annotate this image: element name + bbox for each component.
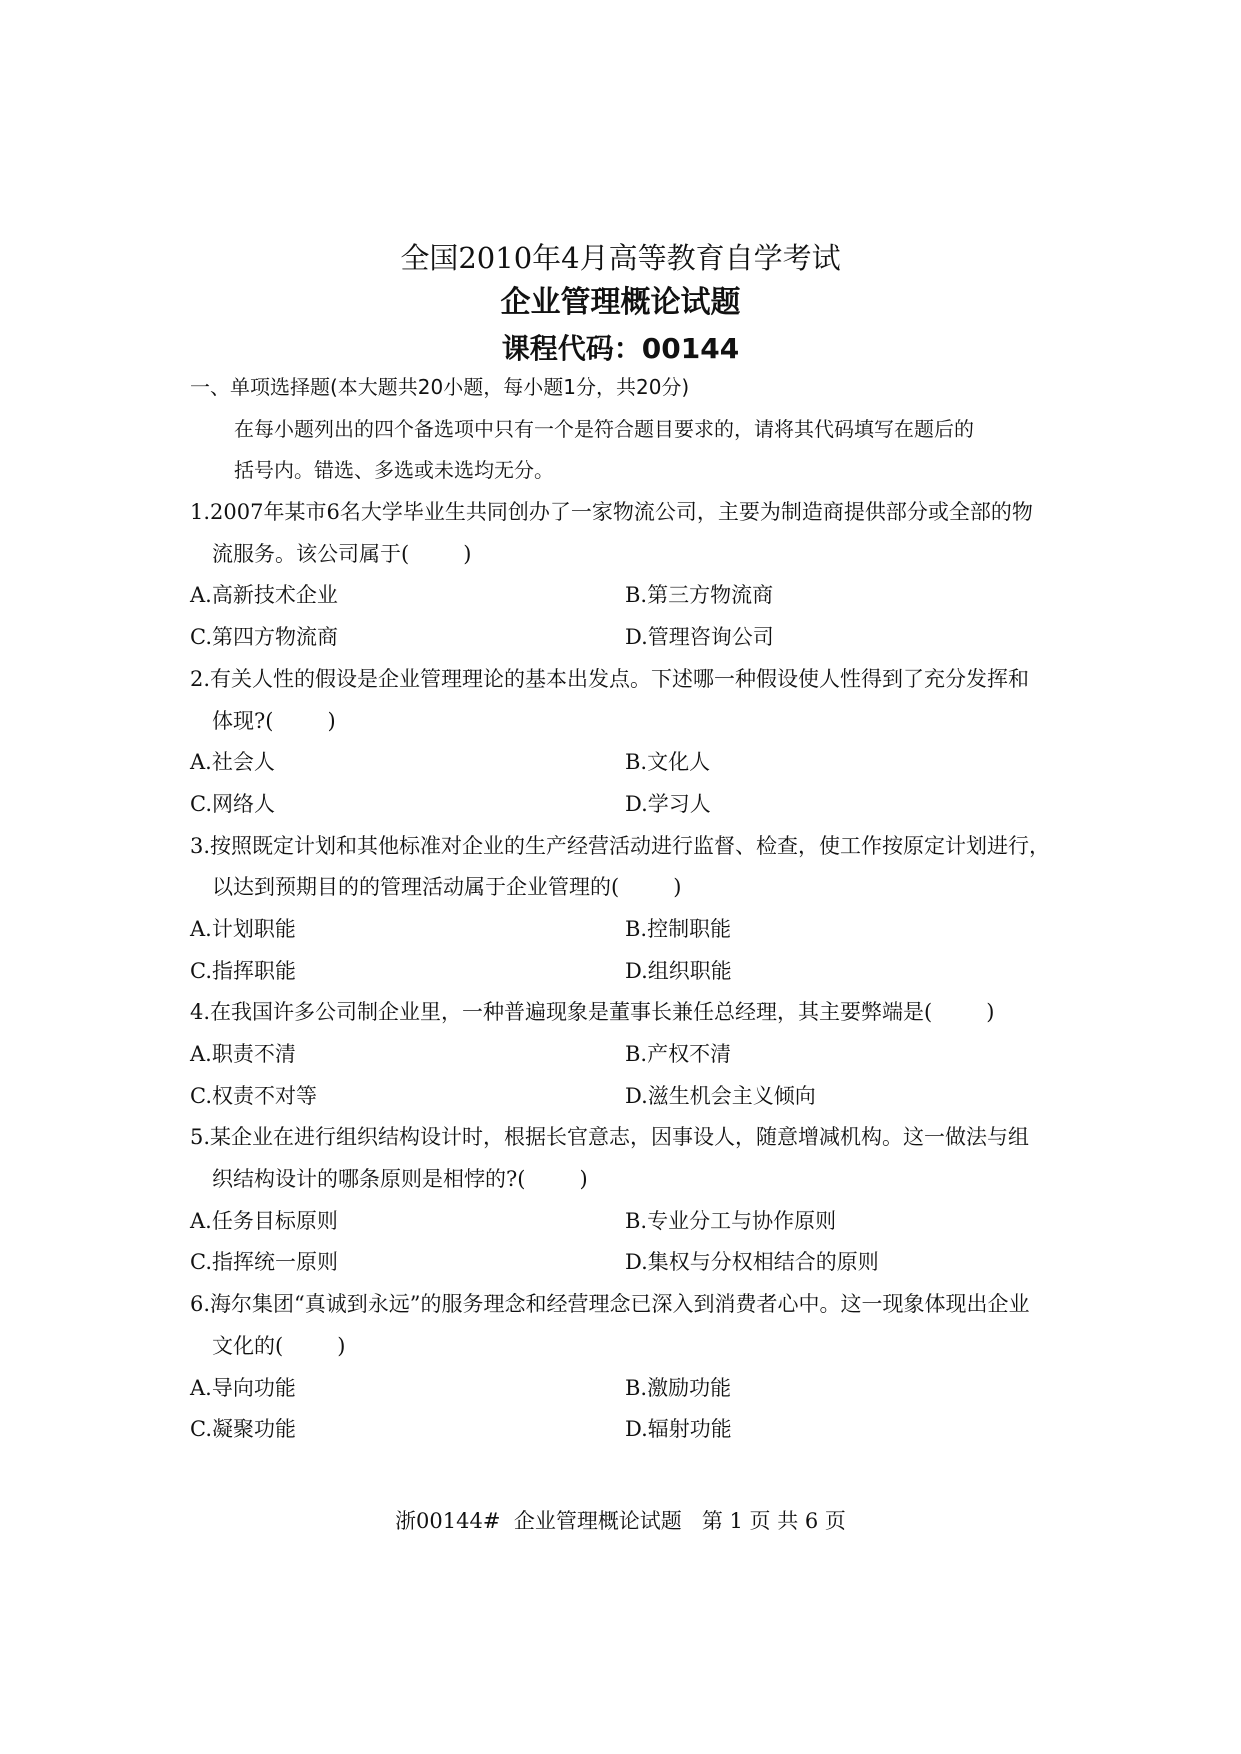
option-c: C.第四方物流商: [190, 625, 338, 650]
option-b: B.产权不清: [625, 1042, 732, 1066]
option-d: D.管理咨询公司: [625, 625, 774, 650]
question-1-options-row1: [190, 575, 1060, 617]
option-a: A.导向功能: [190, 1375, 296, 1400]
blank-close-paren: ): [673, 875, 682, 900]
option-a: A.计划职能: [190, 916, 296, 941]
option-a: A.高新技术企业: [190, 583, 338, 608]
blank-close-paren: ): [463, 541, 472, 566]
section-instruction-line1: 在每小题列出的四个备选项中只有一个是符合题目要求的，请将其代码填写在题后的: [234, 416, 974, 441]
course-code: 课程代码：00144: [501, 332, 740, 365]
option-b: B.文化人: [625, 750, 711, 775]
option-d: D.辐射功能: [625, 1417, 732, 1442]
question-3-stem-text: 以达到预期目的的管理活动属于企业管理的(: [212, 875, 620, 900]
option-a: A.社会人: [190, 750, 275, 775]
option-d: D.学习人: [625, 791, 711, 816]
question-3-stem-line1: 3.按照既定计划和其他标准对企业的生产经营活动进行监督、检查，使工作按原定计划进行，: [190, 833, 1051, 858]
question-4-stem-line1: [190, 992, 1060, 1034]
question-2-stem-line1: 2.有关人性的假设是企业管理理论的基本出发点。下述哪一种假设使人性得到了充分发挥和: [190, 666, 1030, 691]
question-4-stem-text: 4.在我国许多公司制企业里，一种普遍现象是董事长兼任总经理，其主要弊端是(: [190, 1000, 933, 1025]
question-4-options-row1: [190, 1034, 1060, 1076]
option-c: C.权责不对等: [190, 1083, 317, 1108]
question-5-stem-text: 织结构设计的哪条原则是相悖的?(: [212, 1167, 526, 1192]
question-1-stem-line2: [190, 534, 1060, 576]
exam-header: [0, 236, 1241, 372]
option-b: B.控制职能: [625, 916, 732, 941]
question-1-stem-text: 流服务。该公司属于(: [212, 541, 410, 566]
option-d: D.组织职能: [625, 958, 732, 983]
question-5-stem-line1: 5.某企业在进行组织结构设计时，根据长官意志，因事设人，随意增减机构。这一做法与组: [190, 1125, 1030, 1150]
option-b: B.激励功能: [625, 1375, 732, 1400]
question-2-stem-text: 体现?(: [212, 708, 274, 733]
option-b: B.专业分工与协作原则: [625, 1208, 837, 1233]
question-5-options-row1: [190, 1201, 1060, 1243]
blank-close-paren: ): [986, 1000, 995, 1025]
page-footer: 浙00144# 企业管理概论试题 第 1 页 共 6 页: [395, 1509, 846, 1533]
option-c: C.网络人: [190, 791, 275, 816]
option-a: A.职责不清: [190, 1042, 296, 1066]
blank-close-paren: ): [337, 1333, 346, 1358]
question-3-stem-line2: [190, 867, 1060, 909]
question-2-options-row1: [190, 742, 1060, 784]
question-2-options-row2: [190, 784, 1060, 826]
option-c: C.凝聚功能: [190, 1417, 296, 1442]
question-6-stem-line2: [190, 1326, 1060, 1368]
question-4-options-row2: [190, 1076, 1060, 1118]
exam-title-line2: 企业管理概论试题: [500, 285, 741, 320]
question-6-options-row1: [190, 1368, 1060, 1410]
option-d: D.滋生机会主义倾向: [625, 1083, 816, 1108]
question-6-stem-text: 文化的(: [212, 1333, 284, 1358]
question-3-options-row1: [190, 909, 1060, 951]
option-c: C.指挥职能: [190, 958, 296, 983]
question-1-stem-line1: 1.2007年某市6名大学毕业生共同创办了一家物流公司，主要为制造商提供部分或全部的物: [190, 500, 1033, 525]
question-5-options-row2: [190, 1242, 1060, 1284]
blank-close-paren: ): [579, 1167, 588, 1192]
blank-close-paren: ): [327, 708, 336, 733]
option-d: D.集权与分权相结合的原则: [625, 1250, 879, 1275]
option-c: C.指挥统一原则: [190, 1250, 338, 1275]
option-b: B.第三方物流商: [625, 583, 774, 608]
question-6-options-row2: [190, 1409, 1060, 1451]
question-6-stem-line1: 6.海尔集团“真诚到永远”的服务理念和经营理念已深入到消费者心中。这一现象体现出企业: [190, 1292, 1030, 1317]
question-5-stem-line2: [190, 1159, 1060, 1201]
option-a: A.任务目标原则: [190, 1208, 338, 1233]
question-2-stem-line2: [190, 701, 1060, 743]
question-3-options-row2: [190, 951, 1060, 993]
exam-title-line1: 全国2010年4月高等教育自学考试: [400, 241, 841, 275]
question-1-options-row2: [190, 617, 1060, 659]
section-title: 一、单项选择题(本大题共20小题，每小题1分，共20分): [190, 375, 690, 399]
exam-body: [190, 367, 1060, 1451]
section-instruction-line2: 括号内。错选、多选或未选均无分。: [234, 458, 554, 483]
